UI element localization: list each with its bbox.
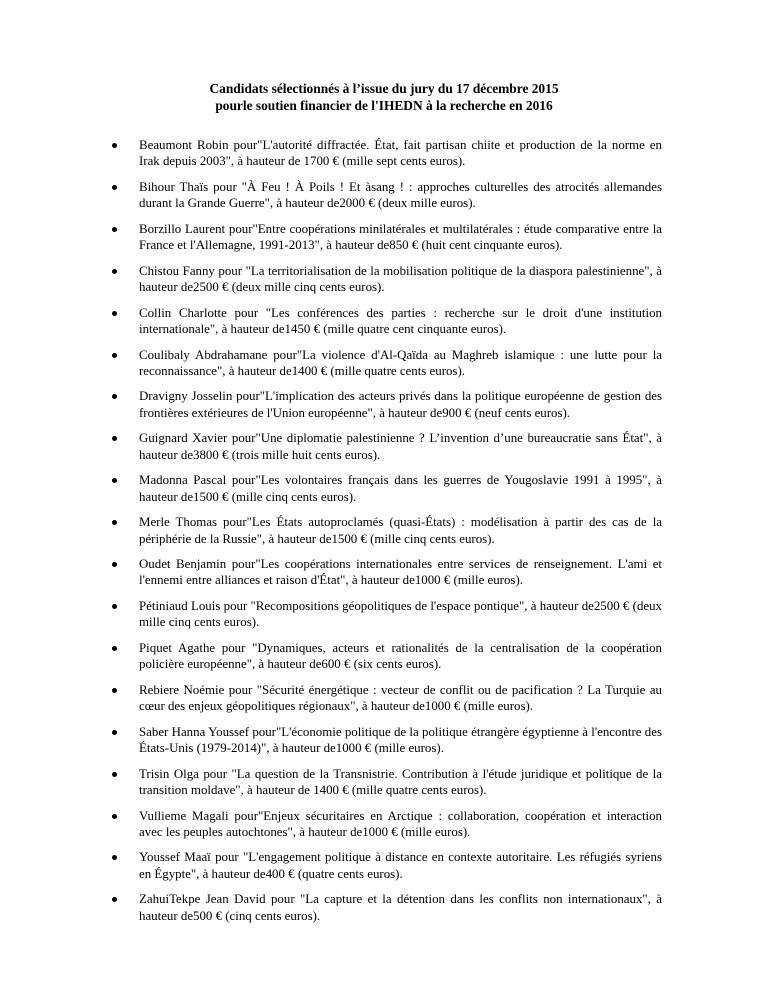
bullet-icon	[112, 814, 117, 819]
candidate-entry: Piquet Agathe pour "Dynamiques, acteurs et rationalités de la centralisation de la coopération policière européenne", à hauteur de600 € (six cents euros).	[139, 640, 662, 672]
list-item	[108, 347, 662, 380]
list-item	[108, 179, 662, 212]
bullet-icon	[112, 688, 117, 693]
header-title-line-1: Candidats sélectionnés à l’issue du jury du 17 décembre 2015	[209, 81, 559, 96]
list-item	[108, 221, 662, 254]
bullet-icon	[112, 185, 117, 190]
document-header	[0, 80, 768, 114]
candidate-entry: Rebiere Noémie pour "Sécurité énergétique : vecteur de conflit ou de pacification ? La Turquie au cœur des enjeux géopolitiques régionaux", à hauteur de1000 € (mille euros).	[139, 682, 662, 714]
bullet-icon	[112, 646, 117, 651]
candidate-entry: Youssef Maaï pour "L'engagement politique à distance en contexte autoritaire. Les réfugiés syriens en Égypte", à hauteur de400 € (quatre cents euros).	[139, 850, 662, 881]
list-item	[108, 808, 662, 841]
bullet-icon	[112, 855, 117, 860]
candidate-entry: Bihour Thaïs pour "À Feu ! À Poils ! Et àsang ! : approches culturelles des atrocités allemandes durant la Grande Guerre", à hauteur de2000 € (deux mille euros).	[139, 179, 662, 211]
bullet-icon	[112, 772, 117, 777]
candidate-entry: Saber Hanna Youssef pour"L'économie politique de la politique étrangère égyptienne à l'encontre des États-Unis (1979-2014)", à hauteur de1000 € (mille euros).	[139, 724, 662, 756]
header-title-line-2: pourle soutien financier de l'IHEDN à la recherche en 2016	[215, 98, 553, 113]
list-item	[108, 598, 662, 631]
candidate-entry: Guignard Xavier pour"Une diplomatie palestinienne ? L’invention d’une bureaucratie sans État", à hauteur de3800 € (trois mille huit cents euros).	[139, 431, 662, 462]
candidate-entry: Madonna Pascal pour"Les volontaires français dans les guerres de Yougoslavie 1991 à 1995", à hauteur de1500 € (mille cinq cents euros).	[139, 473, 662, 504]
bullet-icon	[112, 478, 117, 483]
list-item	[108, 766, 662, 799]
bullet-icon	[112, 730, 117, 735]
bullet-icon	[112, 520, 117, 525]
list-item	[108, 682, 662, 715]
list-item	[108, 724, 662, 757]
list-item	[108, 640, 662, 673]
list-item	[108, 472, 662, 505]
list-item	[108, 514, 662, 547]
candidate-entry: Beaumont Robin pour"L'autorité diffractée. État, fait partisan chiite et production de la norme en Irak depuis 2003", à hauteur de 1700 € (mille sept cents euros).	[139, 138, 662, 169]
candidate-entry: Trisin Olga pour "La question de la Transnistrie. Contribution à l'étude juridique et politique de la transition moldave", à hauteur de 1400 € (mille quatre cents euros).	[139, 766, 662, 797]
bullet-icon	[112, 394, 117, 399]
list-item	[108, 263, 662, 296]
candidate-entry: Coulibaly Abdrahamane pour"La violence d'Al-Qaïda au Maghreb islamique : une lutte pour la reconnaissance", à hauteur de1400 € (mille quatre cents euros).	[139, 347, 662, 378]
candidate-entry: Chistou Fanny pour "La territorialisation de la mobilisation politique de la diaspora palestinienne", à hauteur de2500 € (deux mille cinq cents euros).	[139, 263, 662, 295]
candidate-entry: Dravigny Josselin pour"L'implication des acteurs privés dans la politique européenne de gestion des frontières extérieures de l'Union européenne", à hauteur de900 € (neuf cents euros).	[139, 389, 662, 420]
bullet-icon	[112, 311, 117, 316]
bullet-icon	[112, 897, 117, 902]
bullet-icon	[112, 269, 117, 274]
list-item	[108, 137, 662, 170]
candidate-entry: ZahuiTekpe Jean David pour "La capture et la détention dans les conflits non internationaux", à hauteur de500 € (cinq cents euros).	[139, 892, 662, 923]
bullet-icon	[112, 436, 117, 441]
candidate-entry: Vullieme Magali pour"Enjeux sécuritaires en Arctique : collaboration, coopération et interaction avec les peuples autochtones", à hauteur de1000 € (mille euros).	[139, 808, 662, 839]
bullet-icon	[112, 353, 117, 358]
candidate-entry: Pétiniaud Louis pour "Recompositions géopolitiques de l'espace pontique", à hauteur de2500 € (deux mille cinq cents euros).	[139, 598, 662, 630]
bullet-icon	[112, 143, 117, 148]
list-item	[108, 388, 662, 421]
candidate-entry: Merle Thomas pour"Les États autoproclamés (quasi-États) : modélisation à partir des cas de la périphérie de la Russie", à hauteur de1500 € (mille cinq cents euros).	[139, 515, 662, 546]
candidate-entry: Collin Charlotte pour "Les conférences des parties : recherche sur le droit d'une institution internationale", à hauteur de1450 € (mille quatre cent cinquante euros).	[139, 305, 662, 337]
list-item	[108, 305, 662, 338]
list-item	[108, 556, 662, 589]
list-item	[108, 891, 662, 924]
bullet-icon	[112, 604, 117, 609]
candidate-entry: Oudet Benjamin pour"Les coopérations internationales entre services de renseignement. L'ami et l'ennemi entre alliances et raison d'État", à hauteur de1000 € (mille euros).	[139, 557, 662, 588]
candidate-entry: Borzillo Laurent pour"Entre coopérations minilatérales et multilatérales : étude comparative entre la France et l'Allemagne, 1991-2013", à hauteur de850 € (huit cent cinquante euros).	[139, 221, 662, 253]
bullet-icon	[112, 227, 117, 232]
list-item	[108, 849, 662, 882]
candidate-list	[108, 137, 662, 933]
bullet-icon	[112, 562, 117, 567]
list-item	[108, 430, 662, 463]
